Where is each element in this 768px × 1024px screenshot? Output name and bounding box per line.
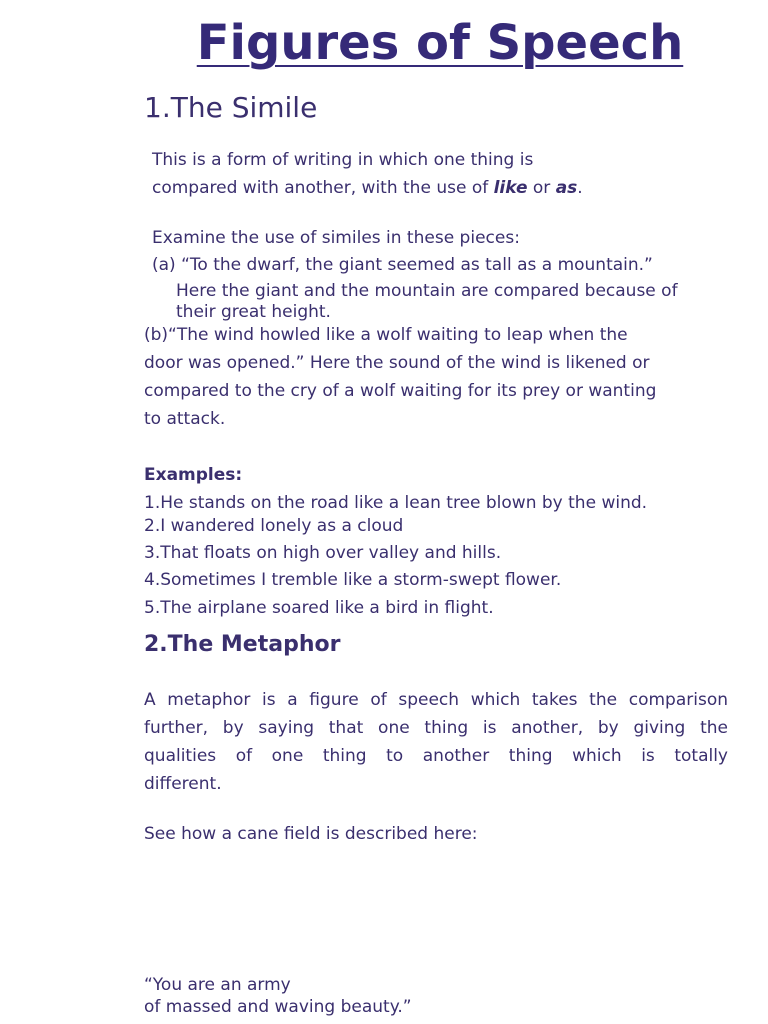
metaphor-paragraph — [144, 686, 728, 798]
metaphor-paragraph-line: different. — [144, 774, 222, 794]
example-b-line: compared to the cry of a wolf waiting for its prey or wanting — [144, 381, 657, 401]
quote-line2: of massed and waving beauty.” — [144, 997, 412, 1017]
simile-definition-line1: This is a form of writing in which one thing is — [152, 150, 534, 170]
quote-line1: “You are an army — [144, 975, 291, 995]
simile-definition-line2 — [152, 177, 583, 199]
example-a-explanation-line1: Here the giant and the mountain are compared because of — [176, 281, 678, 301]
metaphor-paragraph-line: further, by saying that one thing is another, by giving the — [144, 718, 728, 738]
simile-heading: 1.The Simile — [144, 91, 318, 124]
example-b-line: (b)“The wind howled like a wolf waiting to leap when the — [144, 325, 628, 345]
example-item: 4.Sometimes I tremble like a storm-swept flower. — [144, 570, 562, 590]
example-b-line: to attack. — [144, 409, 226, 429]
example-item: 2.I wandered lonely as a cloud — [144, 516, 404, 536]
keyword-as: as — [555, 178, 578, 198]
examples-label: Examples: — [144, 465, 243, 485]
definition-end: . — [577, 178, 583, 198]
keyword-like: like — [493, 178, 528, 198]
metaphor-paragraph-line: A metaphor is a figure of speech which takes the comparison — [144, 690, 728, 710]
example-item: 3.That floats on high over valley and hills. — [144, 543, 502, 563]
definition-or: or — [527, 178, 556, 198]
metaphor-heading: 2.The Metaphor — [144, 632, 341, 657]
example-item: 1.He stands on the road like a lean tree blown by the wind. — [144, 493, 648, 513]
definition-text: compared with another, with the use of — [152, 178, 494, 198]
examine-intro: Examine the use of similes in these pieces: — [152, 228, 520, 248]
cane-field-intro: See how a cane field is described here: — [144, 824, 478, 844]
example-b-line: door was opened.” Here the sound of the wind is likened or — [144, 353, 650, 373]
example-item: 5.The airplane soared like a bird in flight. — [144, 598, 494, 618]
example-a-quote: (a) “To the dwarf, the giant seemed as tall as a mountain.” — [152, 255, 653, 275]
metaphor-paragraph-line: qualities of one thing to another thing which is totally — [144, 746, 728, 766]
page-title: Figures of Speech — [196, 15, 684, 71]
example-a-explanation-line2: their great height. — [176, 302, 331, 322]
